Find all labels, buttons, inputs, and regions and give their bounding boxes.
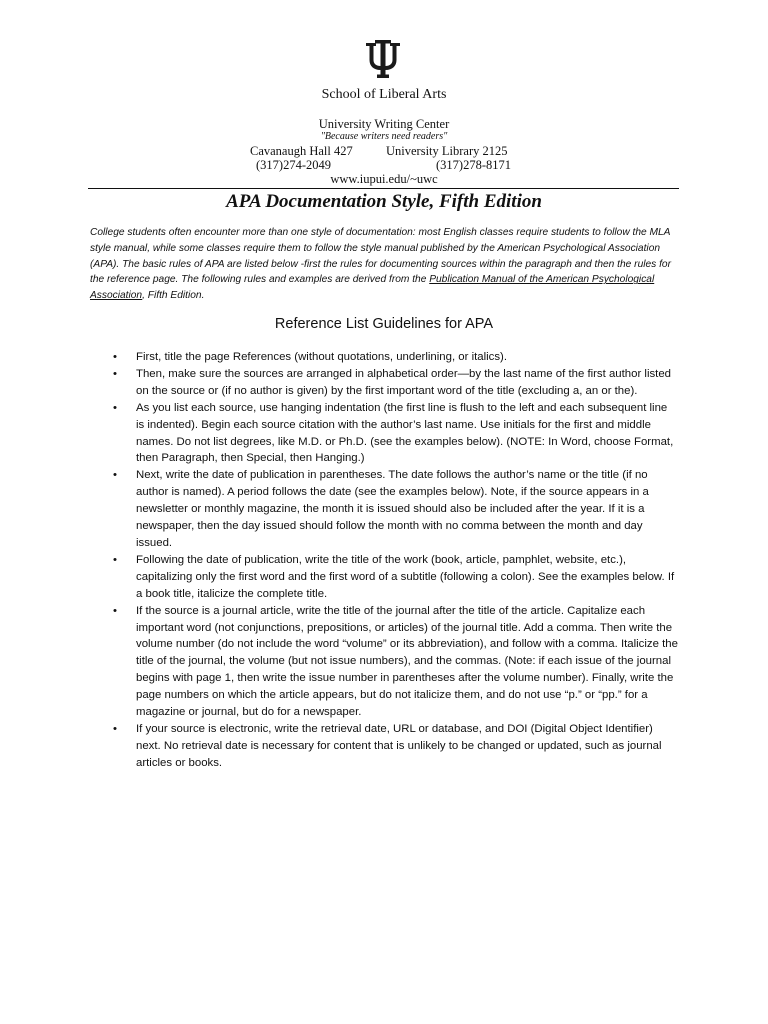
list-item-text: As you list each source, use hanging indentation (the first line is flush to the left and each subsequent line is indented). Begin each source citation with the author’s last name. Use initials for the first and middle names. Do not list degrees, like M.D. or Ph.D. (see the examples below). (NOTE: In Word, choose Format, then Paragraph, then Special, then Hanging.) [136,401,674,465]
intro-paragraph [90,225,676,304]
list-item-text: Next, write the date of publication in parentheses. The date follows the author’s name or the title (if no author is named). A period follows the date (see the examples below). Note, if the source appears in a newsletter or monthly magazine, the month it is issued should also be included after the year. If it is a newspaper, then the day issued should follow the month with no comma between the month and day issued. [136,469,649,549]
list-item [108,349,678,366]
phone-library: (317)278-8171 [436,158,511,172]
intro-text-start: College students often encounter more than one style of documentation: most English classes require students to follow the MLA style manual, while some classes require them to follow the style manual published by the American Psychological Association (APA). The basic rules of APA are listed below -first the rules for documenting sources within the paragraph and then the rules for the reference page. The following rules and examples are derived from the [90,227,671,286]
list-item-text: Following the date of publication, write the title of the work (book, article, pamphlet, website, etc.), capitalizing only the first word and the first word of a subtitle (following a colon). See the examples below. If a book title, italicize the complete title. [136,553,675,600]
bullet-icon: • [113,553,117,566]
bullet-icon: • [113,367,117,380]
phone-cavanaugh: (317)274-2049 [256,158,331,172]
bullet-icon: • [113,401,117,414]
list-item [108,400,678,468]
document-title: APA Documentation Style, Fifth Edition [226,191,542,212]
writing-center-tagline: "Because writers need readers" [320,131,448,142]
intro-text-end: , Fifth Edition. [142,290,205,302]
list-item [108,603,678,721]
guidelines-list [108,349,678,772]
location-cavanaugh: Cavanaugh Hall 427 [250,144,353,158]
list-item [108,366,678,400]
list-item [108,552,678,603]
section-heading: Reference List Guidelines for APA [274,316,494,332]
publication-manual-reference: Publication Manual of the American Psychological Association [90,274,655,302]
bullet-icon: • [113,722,117,735]
school-name: School of Liberal Arts [321,87,447,102]
bullet-icon: • [113,351,117,363]
writing-center-name: University Writing Center [318,117,450,131]
bullet-icon: • [113,469,117,482]
list-item-text: Then, make sure the sources are arranged in alphabetical order—by the last name of the first author listed on the source or (if no author is given) by the first important word of the title (excluding a, an or the). [136,367,672,397]
header-divider [88,188,679,189]
location-library: University Library 2125 [386,144,508,158]
list-item-text: First, title the page References (without quotations, underlining, or italics). [136,351,508,363]
list-item [108,721,678,772]
bullet-icon: • [113,604,117,617]
website-link[interactable]: www.iupui.edu/~uwc [330,172,438,186]
university-trident-logo-icon [363,40,403,78]
list-item-text: If your source is electronic, write the retrieval date, URL or database, and DOI (Digital Object Identifier) next. No retrieval date is necessary for content that is unlikely to be changed or updated, such as journal articles or books. [136,722,662,769]
list-item [108,467,678,552]
list-item-text: If the source is a journal article, write the title of the journal after the title of the article. Capitalize each important word (not conjunctions, prepositions, or articles) of the journal title. Add a comma. Then write the volume number (do not include the word “volume” or its abbreviation), and follow with a comma. Italicize the title of the journal, the volume (but not issue numbers), and the commas. (Note: if each issue of the journal begins with page 1, then write the issue number in parentheses after the volume number). Finally, write the page numbers on which the article appears, but do not italicize them, and do not use “p.” or “pp.” for a magazine or journal, but do for a newspaper. [136,604,678,719]
